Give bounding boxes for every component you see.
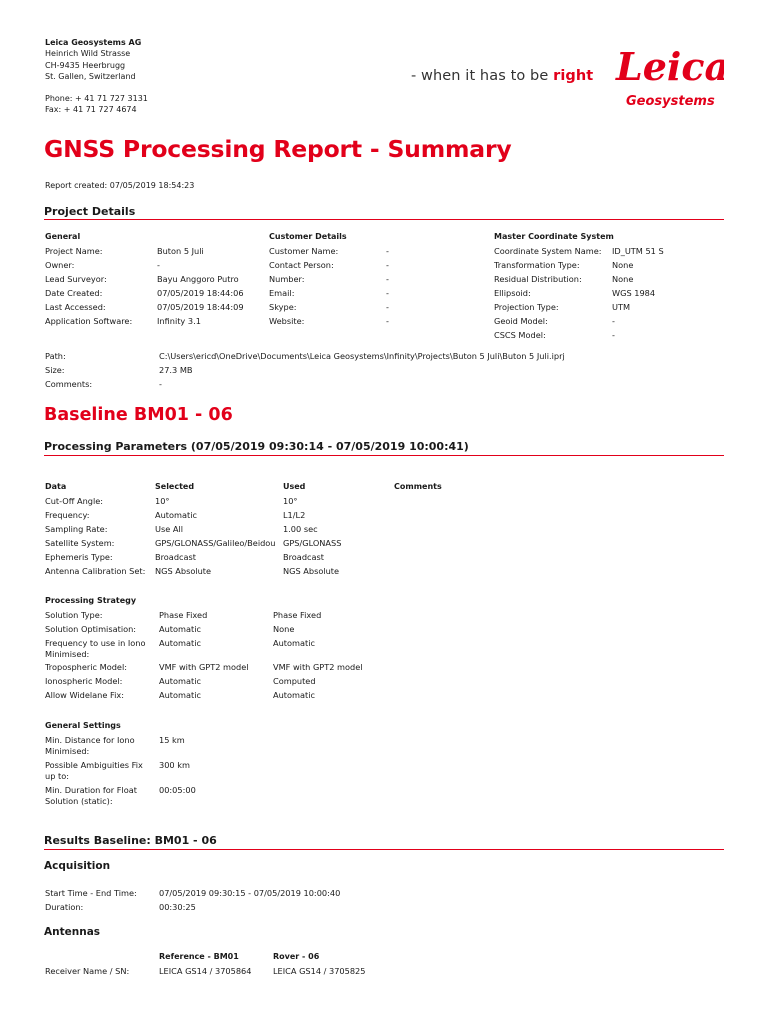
logo-brand-text: Leica — [616, 44, 724, 89]
customer-label: Website: — [269, 316, 305, 326]
results-heading: Results Baseline: BM01 - 06 — [44, 834, 217, 847]
leica-logo — [612, 38, 724, 110]
acquisition-label: Start Time - End Time: — [45, 888, 137, 898]
strategy-label: Ionospheric Model: — [45, 676, 123, 686]
company-region: St. Gallen, Switzerland — [45, 71, 136, 81]
company-name: Leica Geosystems AG — [45, 38, 142, 47]
data-table-value: Broadcast — [283, 552, 325, 562]
master-coordinate-label: Geoid Model: — [494, 316, 548, 326]
tagline-emphasis: right — [553, 68, 594, 84]
customer-header: Customer Details — [269, 232, 347, 241]
customer-label: Skype: — [269, 302, 297, 312]
general-label: Last Accessed: — [45, 302, 106, 312]
strategy-used: VMF with GPT2 model — [273, 662, 363, 672]
general-label: Application Software: — [45, 316, 133, 326]
master-coordinate-value: None — [612, 260, 634, 270]
antennas-heading: Antennas — [44, 926, 101, 938]
data-table-label: Ephemeris Type: — [45, 552, 113, 562]
antenna-reference-header: Reference - BM01 — [159, 952, 239, 961]
general-label: Project Name: — [45, 246, 103, 256]
data-table-label: Antenna Calibration Set: — [45, 566, 146, 576]
data-table-value: Automatic — [155, 510, 197, 520]
master-coordinate-value: UTM — [612, 302, 631, 312]
data-table-header: Selected — [155, 482, 195, 491]
general-settings-label: Min. Distance for Iono Minimised: — [45, 735, 135, 756]
strategy-selected: Phase Fixed — [159, 610, 208, 620]
project-extra-label: Comments: — [45, 379, 93, 389]
general-value: - — [157, 260, 160, 270]
project-extra-label: Path: — [45, 351, 66, 361]
strategy-selected: Automatic — [159, 624, 201, 634]
customer-value: - — [386, 260, 389, 270]
strategy-label: Allow Widelane Fix: — [45, 690, 124, 700]
company-phone: Phone: + 41 71 727 3131 — [45, 94, 148, 104]
general-value: Bayu Anggoro Putro — [157, 274, 239, 284]
data-table-header: Data — [45, 482, 67, 491]
acquisition-label: Duration: — [45, 902, 84, 912]
data-table-value: Use All — [155, 524, 184, 534]
general-label: Date Created: — [45, 288, 103, 298]
processing-strategy-header: Processing Strategy — [45, 596, 137, 605]
general-value: 07/05/2019 18:44:09 — [157, 302, 244, 312]
baseline-title: Baseline BM01 - 06 — [44, 405, 233, 425]
general-value: Infinity 3.1 — [157, 316, 201, 326]
general-settings-value: 00:05:00 — [159, 785, 196, 795]
master-coordinate-label: Residual Distribution: — [494, 274, 582, 284]
master-coordinate-value: None — [612, 274, 634, 284]
strategy-selected: Automatic — [159, 638, 201, 648]
project-extra-value: - — [159, 379, 162, 389]
leica-logo-graphic — [612, 38, 724, 110]
master-coordinate-value: ID_UTM 51 S — [612, 246, 664, 256]
data-table-value: NGS Absolute — [155, 566, 212, 576]
acquisition-value: 07/05/2019 09:30:15 - 07/05/2019 10:00:40 — [159, 888, 341, 898]
customer-value: - — [386, 302, 389, 312]
data-table-value: Broadcast — [155, 552, 197, 562]
master-coordinate-header: Master Coordinate System — [494, 232, 614, 241]
data-table-header: Used — [283, 482, 306, 491]
general-settings-value: 15 km — [159, 735, 185, 745]
strategy-label: Solution Optimisation: — [45, 624, 137, 634]
report-created: Report created: 07/05/2019 18:54:23 — [45, 181, 195, 190]
data-table-label: Sampling Rate: — [45, 524, 108, 534]
strategy-used: Phase Fixed — [273, 610, 322, 620]
data-table-value: 10° — [283, 496, 298, 506]
tagline-prefix: - when it has to be — [411, 68, 554, 84]
customer-value: - — [386, 246, 389, 256]
data-table-value: 10° — [155, 496, 170, 506]
tagline — [411, 68, 593, 84]
company-address — [45, 37, 148, 116]
customer-label: Contact Person: — [269, 260, 334, 270]
company-street: Heinrich Wild Strasse — [45, 49, 131, 59]
master-coordinate-value: - — [612, 330, 615, 340]
antenna-label: Receiver Name / SN: — [45, 966, 130, 976]
section-rule — [44, 455, 724, 456]
data-table-value: 1.00 sec — [283, 524, 318, 534]
project-extra-value: 27.3 MB — [159, 365, 193, 375]
company-city: CH-9435 Heerbrugg — [45, 60, 126, 70]
project-details-heading: Project Details — [44, 205, 136, 218]
general-settings-header: General Settings — [45, 721, 121, 730]
strategy-selected: Automatic — [159, 690, 201, 700]
section-rule — [44, 219, 724, 220]
customer-label: Number: — [269, 274, 305, 284]
general-settings-label: Possible Ambiguities Fix up to: — [45, 760, 143, 781]
project-extra-value: C:\Users\ericd\OneDrive\Documents\Leica Geosystems\Infinity\Projects\Buton 5 Juli\Buton 5 Juli.iprj — [159, 351, 565, 361]
general-label: Owner: — [45, 260, 75, 270]
master-coordinate-label: Projection Type: — [494, 302, 559, 312]
antenna-rover-value: LEICA GS14 / 3705825 — [273, 966, 366, 976]
data-table-value: GPS/GLONASS — [283, 538, 342, 548]
customer-value: - — [386, 316, 389, 326]
data-table-label: Frequency: — [45, 510, 90, 520]
general-value: Buton 5 Juli — [157, 246, 204, 256]
customer-label: Customer Name: — [269, 246, 339, 256]
strategy-selected: Automatic — [159, 676, 201, 686]
master-coordinate-value: WGS 1984 — [612, 288, 656, 298]
master-coordinate-label: CSCS Model: — [494, 330, 546, 340]
general-header: General — [45, 232, 81, 241]
logo-sub-text: Geosystems — [626, 94, 715, 109]
data-table-header: Comments — [394, 482, 442, 491]
strategy-used: None — [273, 624, 295, 634]
master-coordinate-label: Ellipsoid: — [494, 288, 531, 298]
acquisition-heading: Acquisition — [44, 860, 111, 872]
general-settings-value: 300 km — [159, 760, 190, 770]
strategy-selected: VMF with GPT2 model — [159, 662, 249, 672]
processing-parameters-heading: Processing Parameters (07/05/2019 09:30:14 - 07/05/2019 10:00:41) — [44, 440, 469, 453]
customer-value: - — [386, 274, 389, 284]
data-table-label: Cut-Off Angle: — [45, 496, 104, 506]
general-label: Lead Surveyor: — [45, 274, 107, 284]
customer-value: - — [386, 288, 389, 298]
master-coordinate-label: Coordinate System Name: — [494, 246, 602, 256]
general-value: 07/05/2019 18:44:06 — [157, 288, 244, 298]
strategy-used: Automatic — [273, 690, 315, 700]
data-table-value: L1/L2 — [283, 510, 306, 520]
customer-label: Email: — [269, 288, 295, 298]
strategy-label: Tropospheric Model: — [45, 662, 127, 672]
project-extra-label: Size: — [45, 365, 65, 375]
data-table-value: NGS Absolute — [283, 566, 340, 576]
report-title: GNSS Processing Report - Summary — [44, 135, 512, 163]
strategy-used: Automatic — [273, 638, 315, 648]
section-rule — [44, 849, 724, 850]
company-fax: Fax: + 41 71 727 4674 — [45, 105, 137, 115]
master-coordinate-value: - — [612, 316, 615, 326]
strategy-label: Frequency to use in Iono Minimised: — [45, 638, 146, 659]
data-table-value: GPS/GLONASS/Galileo/Beidou — [155, 538, 276, 548]
antenna-reference-value: LEICA GS14 / 3705864 — [159, 966, 252, 976]
master-coordinate-label: Transformation Type: — [494, 260, 580, 270]
strategy-label: Solution Type: — [45, 610, 103, 620]
general-settings-label: Min. Duration for Float Solution (static): — [45, 785, 137, 806]
strategy-used: Computed — [273, 676, 316, 686]
antenna-rover-header: Rover - 06 — [273, 952, 320, 961]
acquisition-value: 00:30:25 — [159, 902, 196, 912]
data-table-label: Satellite System: — [45, 538, 115, 548]
